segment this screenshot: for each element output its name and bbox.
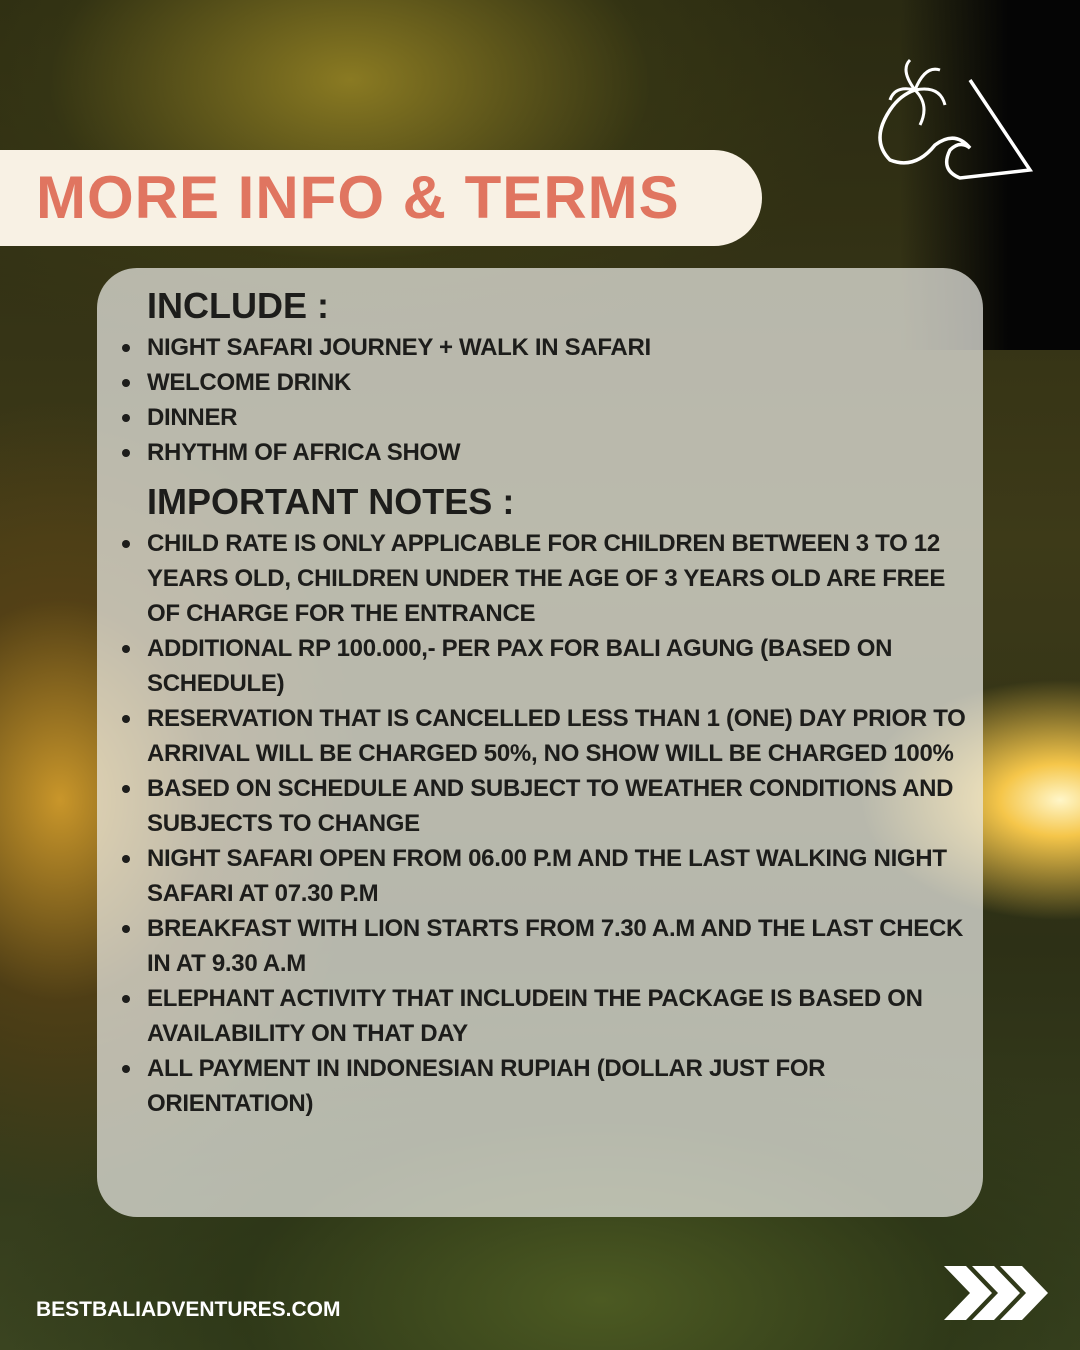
website-link: BESTBALIADVENTURES.COM [36,1298,341,1321]
list-item: WELCOME DRINK [147,365,967,400]
page-title: MORE INFO & TERMS [36,164,680,231]
include-list [137,330,967,470]
list-item: NIGHT SAFARI JOURNEY + WALK IN SAFARI [147,330,967,365]
list-item: CHILD RATE IS ONLY APPLICABLE FOR CHILDREN BETWEEN 3 TO 12 YEARS OLD, CHILDREN UNDER THE AGE OF 3 YEARS OLD ARE FREE OF CHARGE FOR THE ENTRANCE [147,526,967,631]
info-card [97,268,983,1217]
brand-logo [870,30,1060,190]
list-item: ALL PAYMENT IN INDONESIAN RUPIAH (DOLLAR JUST FOR ORIENTATION) [147,1051,967,1121]
notes-heading: IMPORTANT NOTES : [147,481,515,522]
title-banner [0,150,762,246]
list-item: BREAKFAST WITH LION STARTS FROM 7.30 A.M AND THE LAST CHECK IN AT 9.30 A.M [147,911,967,981]
list-item: RHYTHM OF AFRICA SHOW [147,435,967,470]
list-item: BASED ON SCHEDULE AND SUBJECT TO WEATHER CONDITIONS AND SUBJECTS TO CHANGE [147,771,967,841]
list-item: NIGHT SAFARI OPEN FROM 06.00 P.M AND THE LAST WALKING NIGHT SAFARI AT 07.30 P.M [147,841,967,911]
notes-list [137,526,967,1121]
chevrons-right-icon[interactable] [940,1262,1050,1324]
list-item: ADDITIONAL RP 100.000,- PER PAX FOR BALI AGUNG (BASED ON SCHEDULE) [147,631,967,701]
list-item: DINNER [147,400,967,435]
list-item: ELEPHANT ACTIVITY THAT INCLUDEIN THE PACKAGE IS BASED ON AVAILABILITY ON THAT DAY [147,981,967,1051]
include-heading: INCLUDE : [147,285,329,326]
list-item: RESERVATION THAT IS CANCELLED LESS THAN 1 (ONE) DAY PRIOR TO ARRIVAL WILL BE CHARGED 50%, NO SHOW WILL BE CHARGED 100% [147,701,967,771]
